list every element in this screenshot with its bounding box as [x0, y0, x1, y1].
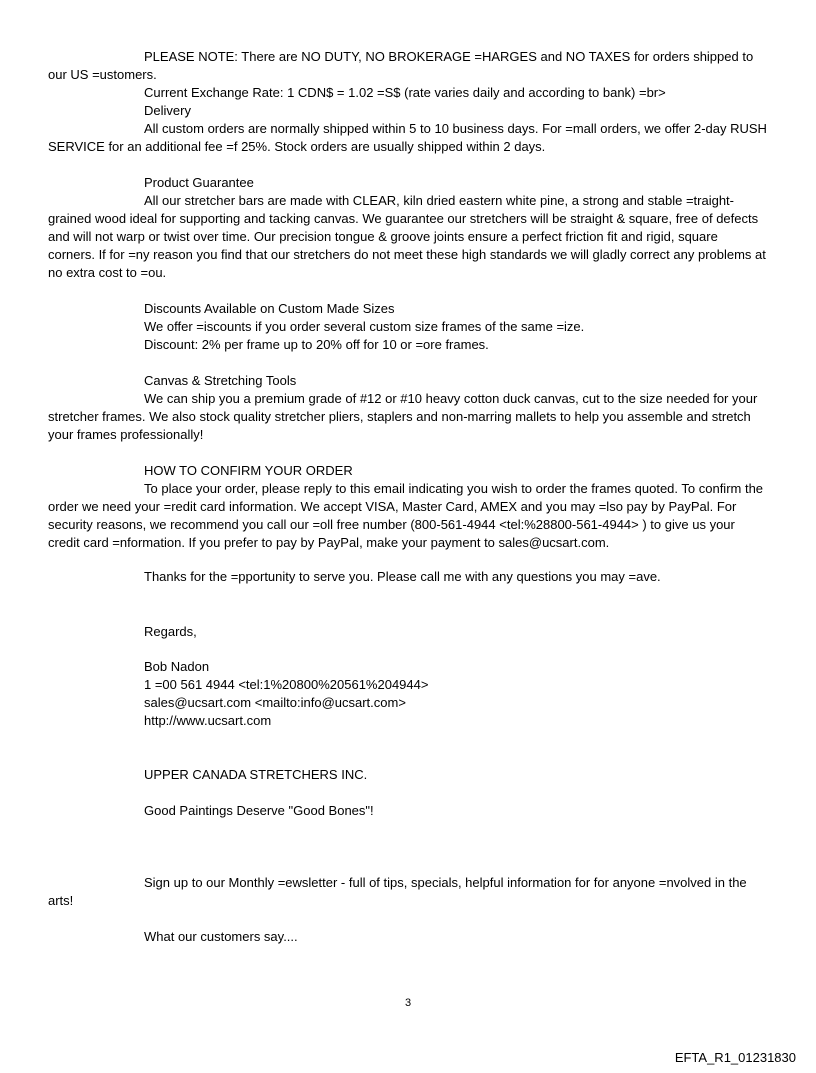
discounts-line-1: We offer =iscounts if you order several custom size frames of the same =ize. [144, 319, 585, 334]
discounts-heading: Discounts Available on Custom Made Sizes [144, 301, 395, 316]
thanks-line: Thanks for the =pportunity to serve you. Please call me with any questions you may =ave. [144, 569, 661, 584]
exchange-rate-line: Current Exchange Rate: 1 CDN$ = 1.02 =S$ (rate varies daily and according to bank) =br> [144, 85, 666, 100]
confirm-order-heading: HOW TO CONFIRM YOUR ORDER [144, 463, 353, 478]
delivery-paragraph: All custom orders are normally shipped within 5 to 10 business days. For =mall orders, we offer 2-day RUSH SERVICE for an additional fee =f 25%. Stock orders are usually shipped within 2 days. [48, 121, 767, 154]
newsletter-paragraph: Sign up to our Monthly =ewsletter - full of tips, specials, helpful information for for anyone =nvolved in the arts! [48, 875, 747, 908]
page-number: 3 [404, 997, 412, 1009]
canvas-heading: Canvas & Stretching Tools [144, 373, 297, 388]
guarantee-paragraph: All our stretcher bars are made with CLEAR, kiln dried eastern white pine, a strong and stable =traight-grained wood ideal for supporting and tacking canvas. We guarantee our stretchers will be straight & square, free of defects and will not warp or twist over time. Our precision tongue & groove joints ensure a perfect friction fit and rigid, square corners. If for =ny reason you find that our stretchers do not meet these high standards we will gladly correct any problems at no extra cost to =ou. [48, 193, 766, 280]
signer-website: http://www.ucsart.com [144, 713, 272, 728]
company-slogan: Good Paintings Deserve "Good Bones"! [144, 803, 374, 818]
canvas-paragraph: We can ship you a premium grade of #12 or #10 heavy cotton duck canvas, cut to the size needed for your stretcher frames. We also stock quality stretcher pliers, staplers and non-marring mallets to help you assemble and stretch your frames professionally! [48, 391, 758, 442]
company-name: UPPER CANADA STRETCHERS INC. [144, 767, 368, 782]
discounts-line-2: Discount: 2% per frame up to 20% off for 10 or =ore frames. [144, 337, 489, 352]
delivery-heading: Delivery [144, 103, 191, 118]
signer-phone: 1 =00 561 4944 <tel:1%20800%20561%204944> [144, 677, 429, 692]
bates-number: EFTA_R1_01231830 [674, 1050, 796, 1065]
signer-email: sales@ucsart.com <mailto:info@ucsart.com> [144, 695, 406, 710]
signer-name: Bob Nadon [144, 659, 210, 674]
confirm-order-paragraph: To place your order, please reply to this email indicating you wish to order the frames quoted. To confirm the order we need your =redit card information. We accept VISA, Master Card, AMEX and you may =lso pay by PayPal. For security reasons, we recommend you call our =oll free number (800-561-4944 <tel:%28800-561-4944> ) to give us your credit card =nformation. If you prefer to pay by PayPal, make your payment to sales@ucsart.com. [48, 481, 764, 550]
please-note-paragraph: PLEASE NOTE: There are NO DUTY, NO BROKERAGE =HARGES and NO TAXES for orders shipped to our US =ustomers. [48, 49, 754, 82]
customers-say-line: What our customers say.... [144, 929, 298, 944]
regards-line: Regards, [144, 624, 197, 639]
guarantee-heading: Product Guarantee [144, 175, 254, 190]
